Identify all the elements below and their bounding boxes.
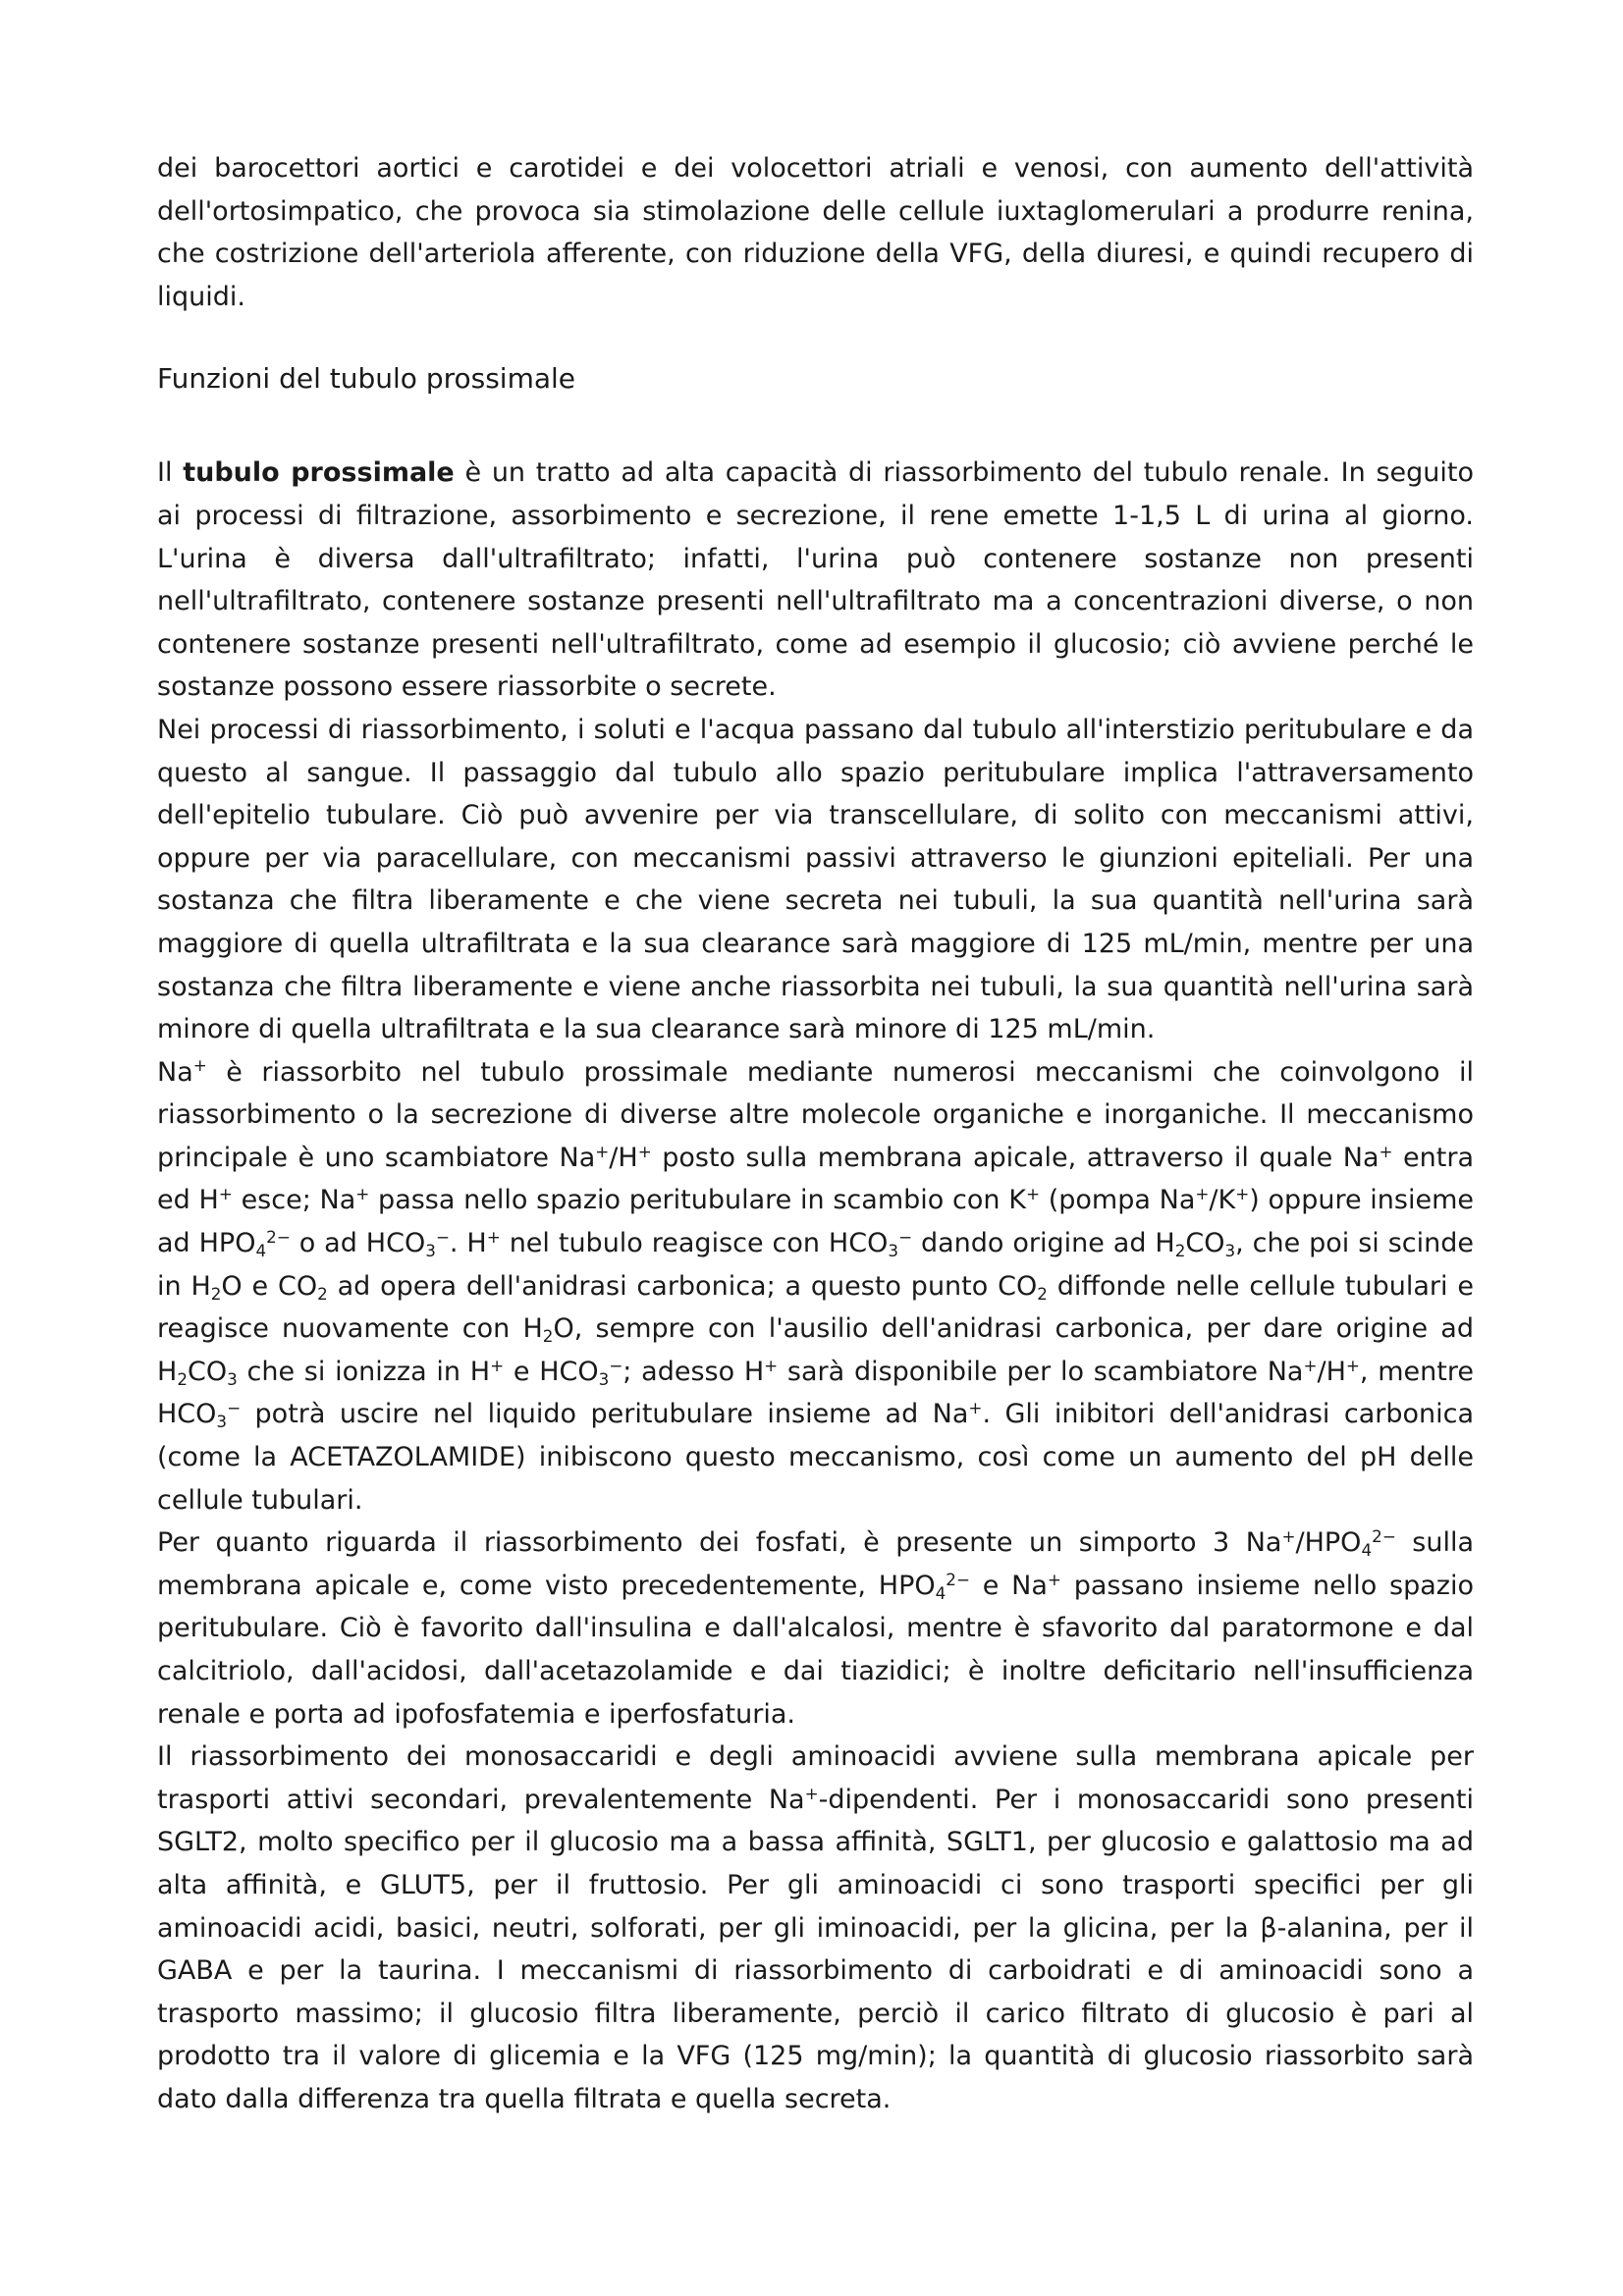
p4-seg: sulla membrana apicale e, come visto precedentemente, HPO (157, 1527, 1475, 1601)
p3-seg: esce; Na (232, 1185, 356, 1216)
p3-sub: 3 (888, 1241, 898, 1261)
p3-sub: 3 (598, 1368, 610, 1389)
p3-sup: + (486, 1226, 501, 1247)
p4-sub: 4 (1361, 1540, 1373, 1561)
p3-sub: 2 (177, 1368, 188, 1389)
paragraph-tubulo-intro (157, 452, 1474, 709)
p3-seg: CO (1185, 1228, 1225, 1259)
p3-sup: + (764, 1355, 779, 1375)
p5-sup: + (804, 1783, 819, 1803)
p3-sup: + (1379, 1141, 1393, 1161)
p3-seg: /H (1317, 1356, 1346, 1387)
p4-seg: e Na (969, 1570, 1048, 1601)
p3-seg: sarà disponibile per lo scambiatore Na (778, 1356, 1304, 1387)
p4-seg: passano insieme nello spazio peritubulare. Ciò è favorito dall'insulina e dall'alcalosi, mentre è sfavorito dal paratormone e dal calcitriolo, dall'acidosi, dall'acetazolamide e dai tiazidici; è inoltre deficitario nell'insufficienza renale e porta ad ipofosfatemia e iperfosfaturia. (157, 1570, 1474, 1730)
p3-seg: , che poi si scinde in H (157, 1228, 1475, 1302)
p4-sup: + (1047, 1569, 1061, 1589)
p5-seg: -dipendenti. Per i monosaccaridi sono presenti SGLT2, molto specifico per il glucosio ma a bassa affinità, SGLT1, per glucosio e galattosio ma ad alta affinità, e GLUT5, per il fruttosio. Per gli aminoacidi ci sono trasporti specifici per gli aminoacidi acidi, basici, neutri, solforati, per gli iminoacidi, per la glicina, per la β-alanina, per il GABA e per la taurina. I meccanismi di riassorbimento di carboidrati e di aminoacidi sono a trasporto massimo; il glucosio filtra liberamente, perciò il carico filtrato di glucosio è pari al prodotto tra il valore di glicemia e la VFG (125 mg/min); la quantità di glucosio riassorbito sarà dato dalla differenza tra quella filtrata e quella secreta. (157, 1784, 1474, 2114)
p3-seg: Na (157, 1056, 193, 1088)
p3-sup: + (218, 1184, 233, 1204)
p3-seg: . Gli inibitori dell'anidrasi carbonica (come la ACETAZOLAMIDE) inibiscono questo meccanismo, così come un aumento del pH delle cellule tubulari. (157, 1399, 1475, 1516)
p3-sup: − (609, 1355, 623, 1375)
p3-sub: 3 (216, 1412, 228, 1432)
p3-seg: CO (187, 1356, 228, 1387)
p3-sup: + (968, 1398, 983, 1418)
p3-seg: ad opera dell'anidrasi carbonica; a questo punto CO (327, 1270, 1038, 1302)
p3-sup: − (898, 1226, 913, 1247)
p3-seg: (pompa Na (1039, 1185, 1196, 1216)
section-heading: Funzioni del tubulo prossimale (157, 362, 576, 396)
p3-seg: /K (1209, 1185, 1236, 1216)
intro-text: dei barocettori aortici e carotidei e dei volocettori atriali e venosi, con aumento dell'attività dell'ortosimpatico, che provoca sia stimolazione delle cellule iuxtaglomerulari a produrre renina, che costrizione dell'arteriola afferente, con riduzione della VFG, della diuresi, e quindi recupero di liquidi. (157, 153, 1474, 312)
p1-text: è un tratto ad alta capacità di riassorbimento del tubulo renale. In seguito ai processi di filtrazione, assorbimento e secrezione, il rene emette 1-1,5 L di urina al giorno. L'urina è diversa dall'ultrafiltrato; infatti, l'urina può contenere sostanze non presenti nell'ultrafiltrato, contenere sostanze presenti nell'ultrafiltrato ma a concentrazioni diverse, o non contenere sostanze presenti nell'ultrafiltrato, come ad esempio il glucosio; ciò avviene perché le sostanze possono essere riassorbite o secrete. (157, 457, 1475, 703)
p3-seg: /H (609, 1142, 638, 1173)
p3-sub: 2 (210, 1283, 222, 1304)
p3-sup: + (490, 1355, 505, 1375)
p3-sup: − (435, 1226, 450, 1247)
p4-sup: 2− (946, 1569, 970, 1589)
p5-seg: Il riassorbimento dei monosaccaridi e degli aminoacidi avviene sulla membrana apicale per trasporti attivi secondari, prevalentemente Na (157, 1741, 1474, 1815)
p4-sub: 4 (935, 1582, 947, 1603)
paragraph-fosfati (157, 1522, 1474, 1735)
p3-seg: posto sulla membrana apicale, attraverso il quale Na (651, 1142, 1380, 1173)
paragraph-monosaccaridi (157, 1735, 1474, 2120)
p3-sup: + (1345, 1355, 1360, 1375)
p3-seg: dando origine ad H (912, 1228, 1175, 1259)
p3-seg: potrà uscire nel liquido peritubulare insieme ad Na (241, 1399, 969, 1430)
p3-seg: ; adesso H (622, 1356, 765, 1387)
p3-sub: 2 (1174, 1241, 1186, 1261)
paragraph-sodio (157, 1051, 1474, 1522)
p3-sub: 2 (317, 1283, 328, 1304)
p3-sup: + (595, 1141, 610, 1161)
p3-sup: + (355, 1184, 370, 1204)
p3-seg: ) oppure insieme ad HPO (157, 1185, 1475, 1259)
p3-seg: , mentre HCO (157, 1356, 1474, 1430)
p3-seg: entra ed H (157, 1142, 1475, 1216)
p3-seg: nel tubulo reagisce con HCO (500, 1228, 889, 1259)
p3-sub: 3 (425, 1241, 436, 1261)
p3-sup: + (1025, 1184, 1040, 1204)
p3-sub: 2 (1037, 1283, 1048, 1304)
p4-seg: Per quanto riguarda il riassorbimento dei fosfati, è presente un simporto 3 Na (157, 1527, 1282, 1559)
p3-seg: passa nello spazio peritubulare in scambio con K (369, 1185, 1026, 1216)
p3-seg: O, sempre con l'ausilio dell'anidrasi carbonica, per dare origine ad H (157, 1313, 1474, 1387)
p3-sup: + (637, 1141, 652, 1161)
p1-lead: Il (157, 457, 184, 489)
p3-sub: 4 (255, 1241, 267, 1261)
bold-term-tubulo-prossimale: tubulo prossimale (183, 457, 455, 489)
p3-sub: 3 (227, 1368, 238, 1389)
p3-sub: 2 (542, 1326, 554, 1347)
p3-seg: è riassorbito nel tubulo prossimale mediante numerosi meccanismi che coinvolgono il riassorbimento o la secrezione di diverse altre molecole organiche e inorganiche. Il meccanismo principale è uno scambiatore Na (157, 1056, 1474, 1173)
p3-sup: + (1235, 1184, 1250, 1204)
intro-paragraph (157, 147, 1474, 318)
p3-sup: 2− (266, 1226, 291, 1247)
p3-seg: o ad HCO (290, 1228, 426, 1259)
p4-sup: + (1281, 1526, 1296, 1547)
p3-seg: diffonde nelle cellule tubulari e reagisce nuovamente con H (157, 1270, 1474, 1345)
p3-sup: + (1303, 1355, 1318, 1375)
p4-sup: 2− (1372, 1526, 1396, 1547)
p3-seg: . H (449, 1228, 487, 1259)
p3-sup: + (192, 1055, 207, 1076)
paragraph-riassorbimento (157, 709, 1474, 1051)
p3-seg: che si ionizza in H (237, 1356, 491, 1387)
p3-sup: + (1195, 1184, 1210, 1204)
p4-seg: /HPO (1295, 1527, 1362, 1559)
p3-seg: e HCO (504, 1356, 599, 1387)
p3-seg: O e CO (221, 1270, 318, 1302)
p3-sub: 3 (1224, 1241, 1236, 1261)
p2-text: Nei processi di riassorbimento, i soluti e l'acqua passano dal tubulo all'interstizio peritubulare e da questo al sangue. Il passaggio dal tubulo allo spazio peritubulare implica l'attraversamento dell'epitelio tubulare. Ciò può avvenire per via transcellulare, di solito con meccanismi attivi, oppure per via paracellulare, con meccanismi passivi attraverso le giunzioni epiteliali. Per una sostanza che filtra liberamente e che viene secreta nei tubuli, la sua quantità nell'urina sarà maggiore di quella ultrafiltrata e la sua clearance sarà maggiore di 125 mL/min, mentre per una sostanza che filtra liberamente e viene anche riassorbita nei tubuli, la sua quantità nell'urina sarà minore di quella ultrafiltrata e la sua clearance sarà minore di 125 mL/min. (157, 714, 1474, 1045)
p3-sup: − (227, 1398, 242, 1418)
